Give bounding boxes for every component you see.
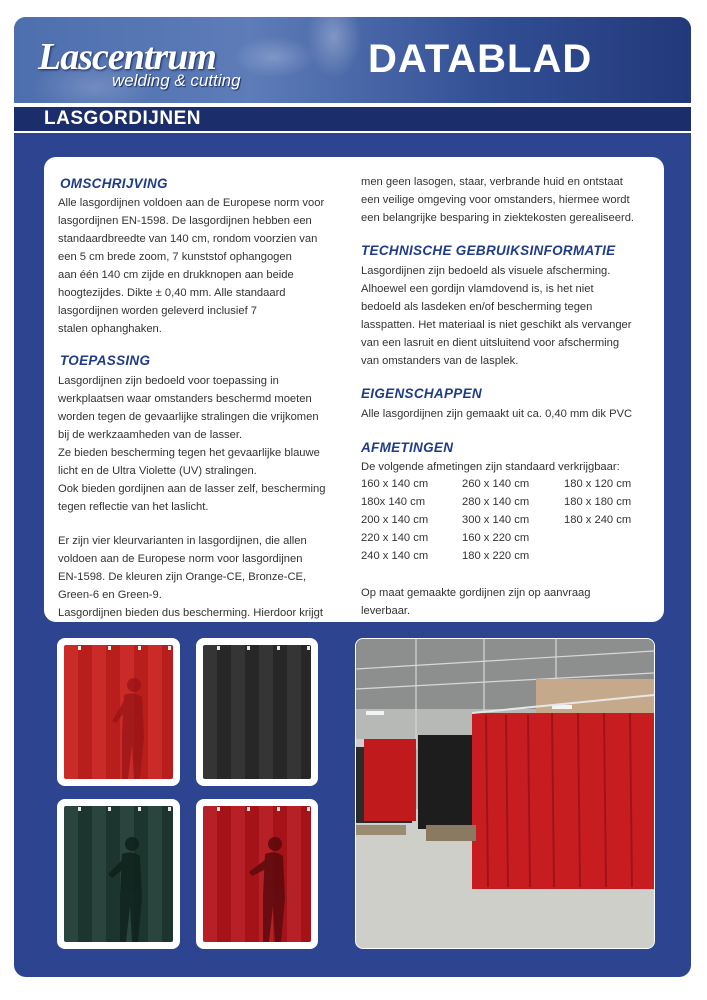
text-toepassing: Lasgordijnen zijn bedoeld voor toepassing in werkplaatsen waar omstanders beschermd moeten worden tegen de gevaarlijke stralingen die vrijkomen bij de werkzaamheden van de lasser. Ze bieden bescherming tegen het gevaarlijke blauwe licht en de Ultra Violette (UV) stralingen. Ook bieden gordijnen aan de lasser zelf, bescherming tegen reflectie van het laslicht. bbox=[58, 375, 326, 513]
table-cell: 180x 140 cm bbox=[361, 495, 426, 508]
photo-orange-curtain bbox=[57, 638, 180, 786]
heading-omschrijving: OMSCHRIJVING bbox=[60, 176, 168, 191]
table-cell: 160 x 140 cm bbox=[361, 478, 429, 490]
table-row bbox=[361, 532, 664, 550]
table-cell: 180 x 220 cm bbox=[462, 549, 530, 562]
curtain-eyelets bbox=[203, 807, 311, 811]
brand-logo: Lascentrum bbox=[38, 36, 216, 78]
welder-silhouette bbox=[247, 834, 291, 944]
table-cell: 300 x 140 cm bbox=[462, 513, 530, 526]
table-cell: 260 x 140 cm bbox=[462, 478, 530, 490]
curtain-green bbox=[64, 806, 173, 942]
header-banner bbox=[14, 17, 691, 103]
workshop-scene bbox=[356, 639, 654, 948]
text-eigenschappen: Alle lasgordijnen zijn gemaakt uit ca. 0,40 mm dik PVC bbox=[361, 408, 633, 420]
curtain-eyelets bbox=[64, 646, 173, 650]
text-toepassing-vervolg: men geen lasogen, staar, verbrande huid en ontstaat een veilige omgeving voor omstanders, hiermee wordt een belangrijke besparing in ziektekosten gerealiseerd. bbox=[361, 176, 635, 224]
photo-red-curtain bbox=[196, 799, 318, 949]
photo-green-curtain bbox=[57, 799, 180, 949]
table-row bbox=[361, 550, 664, 568]
table-cell: 180 x 240 cm bbox=[564, 513, 632, 526]
curtain-eyelets bbox=[203, 646, 311, 650]
curtain-eyelets bbox=[64, 807, 173, 811]
table-cell: 180 x 180 cm bbox=[564, 495, 632, 508]
text-omschrijving: Alle lasgordijnen voldoen aan de Europese norm voor lasgordijnen EN-1598. De lasgordijnen hebben een standaardbreedte van 140 cm, rondom voorzien van een 5 cm brede zoom, 7 kunststof ophangogen aan één 140 cm zijde en drukknopen aan beide hoogtezijdes. Dikte ± 0,40 mm. Alle standaard lasgordijnen worden geleverd inclusief 7 stalen ophanghaken. bbox=[58, 197, 325, 335]
table-cell: 280 x 140 cm bbox=[462, 495, 530, 508]
curtain-pleats bbox=[203, 645, 311, 779]
table-cell: 200 x 140 cm bbox=[361, 513, 429, 526]
text-toepassing-kleuren: Er zijn vier kleurvarianten in lasgordijnen, die allen voldoen aan de Europese norm voor lasgordijnen EN-1598. De kleuren zijn Orange-CE, Bronze-CE, Green-6 en Green-9. Lasgordijnen bieden dus bescherming. Hierdoor krijgt bbox=[58, 535, 323, 619]
text-technische: Lasgordijnen zijn bedoeld als visuele afscherming. Alhoewel een gordijn vlamdovend is, is het niet bedoeld als lasdeken en/of bescherming tegen lasspatten. Het materiaal is niet geschikt als vervanger van een lasruit en dient uitsluitend voor afscherming van omstanders van de lasplek. bbox=[361, 265, 632, 367]
dimensions-table bbox=[361, 478, 664, 567]
table-cell: 180 x 120 cm bbox=[564, 478, 632, 490]
table-cell: 220 x 140 cm bbox=[361, 531, 429, 544]
curtain-red bbox=[203, 806, 311, 942]
heading-afmetingen: AFMETINGEN bbox=[361, 440, 454, 455]
divider bbox=[14, 131, 691, 133]
text-maatwerk: Op maat gemaakte gordijnen zijn op aanvraag leverbaar. bbox=[361, 587, 591, 617]
text-afmetingen-intro: De volgende afmetingen zijn standaard verkrijgbaar: bbox=[361, 461, 620, 473]
welder-silhouette bbox=[106, 834, 150, 944]
curtain-bronze bbox=[203, 645, 311, 779]
table-cell: 240 x 140 cm bbox=[361, 549, 429, 562]
welder-silhouette bbox=[110, 675, 150, 781]
table-row bbox=[361, 514, 664, 532]
heading-eigenschappen: EIGENSCHAPPEN bbox=[361, 386, 482, 401]
curtain-orange bbox=[64, 645, 173, 779]
heading-toepassing: TOEPASSING bbox=[60, 353, 151, 368]
page-title: LASGORDIJNEN bbox=[44, 108, 201, 129]
table-cell bbox=[564, 550, 664, 568]
heading-technische: TECHNISCHE GEBRUIKSINFORMATIE bbox=[361, 243, 616, 258]
photo-workshop bbox=[355, 638, 655, 949]
table-cell bbox=[564, 532, 664, 550]
table-row bbox=[361, 478, 664, 496]
document-type: DATABLAD bbox=[368, 37, 593, 81]
table-cell: 160 x 220 cm bbox=[462, 531, 530, 544]
table-row bbox=[361, 496, 664, 514]
photo-bronze-curtain bbox=[196, 638, 318, 786]
brand-tagline: welding & cutting bbox=[112, 71, 241, 90]
